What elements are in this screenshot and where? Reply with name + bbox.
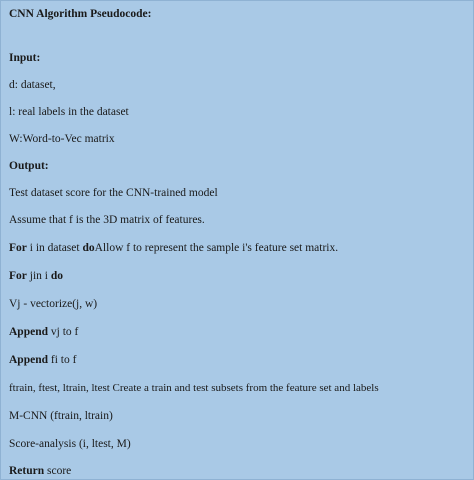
loop-dataset-body: Allow f to represent the sample i's feature set matrix. [94, 242, 339, 254]
loop-dataset-text: i in dataset [26, 242, 83, 254]
page-title: CNN Algorithm Pseudocode: [9, 8, 152, 20]
score-analysis-step: Score-analysis (i, ltest, M) [9, 438, 131, 450]
train-step: M-CNN (ftrain, ltrain) [9, 410, 113, 422]
keyword-do: do [82, 242, 95, 254]
split-step: ftrain, ftest, ltrain, ltest Create a train and test subsets from the feature set and labels [9, 382, 379, 394]
output-heading: Output: [9, 160, 49, 172]
append-fi-text: fi to f [48, 354, 77, 366]
keyword-append: Append [9, 326, 48, 338]
keyword-do: do [50, 270, 64, 282]
loop-item-text: jin i [26, 270, 51, 282]
for-loop-item [9, 269, 465, 283]
input-item-labels: l: real labels in the dataset [9, 106, 129, 118]
output-item-assume: Assume that f is the 3D matrix of features. [9, 214, 205, 226]
vectorize-step: Vj - vectorize(j, w) [9, 298, 98, 310]
append-vj-text: vj to f [48, 326, 79, 338]
output-item-score: Test dataset score for the CNN-trained model [9, 187, 218, 199]
input-heading: Input: [9, 52, 41, 64]
keyword-for: For [9, 242, 27, 254]
keyword-for: For [9, 270, 27, 282]
keyword-append: Append [9, 354, 48, 366]
for-loop-dataset [9, 241, 465, 255]
return-step [9, 464, 465, 478]
append-vj-step [9, 325, 465, 339]
input-item-dataset: d: dataset, [9, 79, 56, 91]
append-fi-step [9, 353, 465, 367]
return-text: score [44, 465, 72, 477]
input-item-matrix: W:Word-to-Vec matrix [9, 133, 115, 145]
keyword-return: Return [9, 465, 45, 477]
